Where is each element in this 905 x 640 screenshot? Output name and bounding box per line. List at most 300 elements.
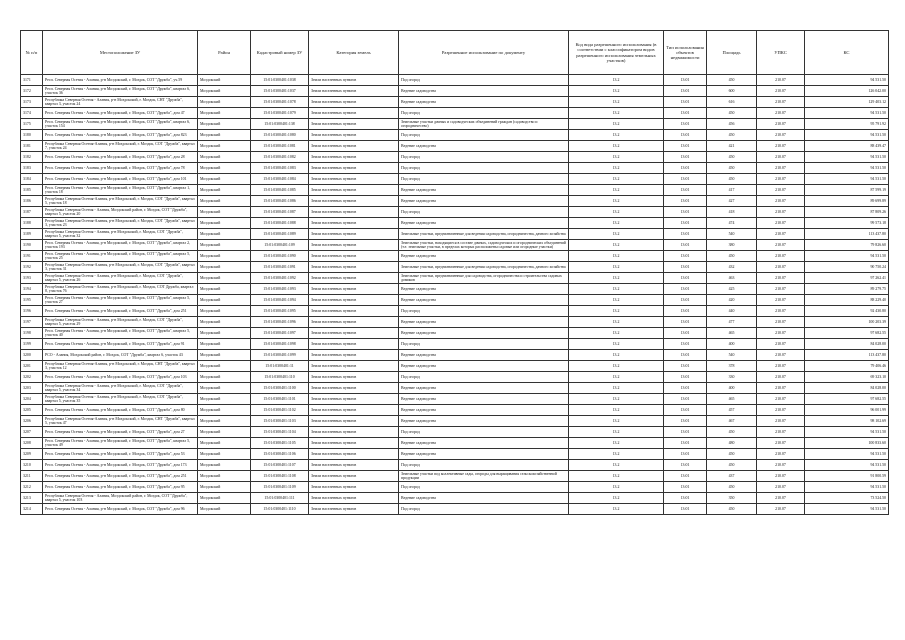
- use-code-cell: 13.2: [569, 306, 664, 317]
- permitted-use-cell: Под огород: [399, 130, 569, 141]
- location-cell: РСО - Алания, Моздокский район, г. Моздок, СОТ "Дружба", квартал 6, участок 43: [43, 350, 198, 361]
- row-number-cell: 3214: [21, 504, 43, 515]
- permitted-use-cell: Под огород: [399, 174, 569, 185]
- location-cell: Респ. Северная Осетия - Алания, р-н Моздокский, г. Моздок, СОТ "Дружба", квартал 5, участок 40: [43, 328, 198, 339]
- district-cell: Моздокский: [198, 218, 251, 229]
- usage-type-header: Тип использования объектов недвижимости: [664, 31, 707, 75]
- permitted-use-cell: Под огород: [399, 482, 569, 493]
- use-code-cell: 13.2: [569, 240, 664, 251]
- ks-cell: 113 437.80: [805, 229, 889, 240]
- district-cell: Моздокский: [198, 141, 251, 152]
- area-cell: 480: [707, 438, 757, 449]
- upks-cell: 210.07: [757, 86, 805, 97]
- table-row: [21, 372, 889, 383]
- upks-cell: 210.07: [757, 119, 805, 130]
- district-cell: Моздокский: [198, 427, 251, 438]
- district-cell: Моздокский: [198, 86, 251, 97]
- area-cell: 417: [707, 185, 757, 196]
- row-number-cell: 3183: [21, 163, 43, 174]
- location-cell: Республика Северная Осетия-Алания, р-н Моздокский, г. Моздок, СОТ "Дружба", квартал 3, участок 31: [43, 262, 198, 273]
- location-cell: Республика Северная Осетия-Алания, р-н Моздокский, г. Моздок, СНТ "Дружба", квартал 3, участок 12: [43, 361, 198, 372]
- upks-cell: 210.07: [757, 405, 805, 416]
- usage-type-cell: 13:01: [664, 482, 707, 493]
- location-cell: Респ. Северная Осетия - Алания, р-н Моздокский, г. Моздок, СОТ "Дружба", дом 251: [43, 471, 198, 482]
- row-number-cell: 3198: [21, 328, 43, 339]
- row-number-cell: 3172: [21, 86, 43, 97]
- location-cell: Республика Северная Осетия - Алания, р-н Моздокский, г. Моздок, СОТ Дружба, квартал 8, участок 76: [43, 284, 198, 295]
- table-row: [21, 504, 889, 515]
- cadastral-number-cell: 15:01:0300401:109: [251, 240, 309, 251]
- row-number-cell: 3200: [21, 350, 43, 361]
- area-cell: 450: [707, 75, 757, 86]
- cadastral-number-cell: 15:01:0300401:138: [251, 119, 309, 130]
- district-cell: Моздокский: [198, 152, 251, 163]
- district-cell: Моздокский: [198, 207, 251, 218]
- location-cell: Республика Северная Осетия - Алания, р-н Моздокский, г. Моздок, СНТ "Дружба", квартал 3, участок 24: [43, 97, 198, 108]
- location-cell: Респ. Северная Осетия - Алания, р-н Моздокский, г. Моздок, СОТ "Дружба", квартал 6, участок 36: [43, 86, 198, 97]
- table-body: [21, 75, 889, 515]
- use-code-cell: 13.2: [569, 328, 664, 339]
- upks-cell: 210.07: [757, 185, 805, 196]
- use-code-cell: 13.2: [569, 75, 664, 86]
- use-code-cell: 13.2: [569, 141, 664, 152]
- table-row: [21, 405, 889, 416]
- usage-type-cell: 13:01: [664, 119, 707, 130]
- land-category-cell: Земли населенных пунктов: [309, 185, 399, 196]
- upks-header: УПКС: [757, 31, 805, 75]
- table-row: [21, 273, 889, 284]
- permitted-use-cell: Ведение садоводства: [399, 284, 569, 295]
- location-cell: Республика Северная Осетия - Алания, р-н Моздокский, г. Моздок, СОТ "Дружба", квартал 5, участок 34: [43, 383, 198, 394]
- use-code-cell: 13.2: [569, 251, 664, 262]
- ks-cell: 94 531.50: [805, 449, 889, 460]
- cadastral-number-cell: 15:01:0300401:1093: [251, 284, 309, 295]
- row-number-cell: 3202: [21, 372, 43, 383]
- row-number-cell: 3192: [21, 262, 43, 273]
- cadastral-number-cell: 15:01:0300401:1103: [251, 416, 309, 427]
- land-category-cell: Земли населенных пунктов: [309, 405, 399, 416]
- land-category-cell: Земли населенных пунктов: [309, 163, 399, 174]
- table-row: [21, 108, 889, 119]
- row-number-cell: 3175: [21, 119, 43, 130]
- area-cell: 450: [707, 152, 757, 163]
- use-code-cell: 13.2: [569, 218, 664, 229]
- permitted-use-cell: Под огород: [399, 372, 569, 383]
- location-cell: Республика Северная Осетия - Алания, р-н Моздокский, г. Моздок, СОТ "Дружба", квартал 5, участок 35: [43, 394, 198, 405]
- permitted-use-cell: Ведение садоводства: [399, 361, 569, 372]
- location-cell: Республика Северная Осетия-Алания, р-н Моздокский, г. Моздок, СНТ "Дружба", квартал 5, участок 47: [43, 416, 198, 427]
- area-cell: 540: [707, 350, 757, 361]
- table-row: [21, 130, 889, 141]
- table-row: [21, 317, 889, 328]
- land-category-cell: Земли населенных пунктов: [309, 482, 399, 493]
- permitted-use-cell: Под огород: [399, 207, 569, 218]
- table-row: [21, 97, 889, 108]
- land-category-cell: Земли населенных пунктов: [309, 449, 399, 460]
- upks-cell: 210.07: [757, 262, 805, 273]
- table-row: [21, 152, 889, 163]
- use-code-cell: 13.2: [569, 130, 664, 141]
- area-cell: 463: [707, 273, 757, 284]
- permitted-use-cell: Ведение садоводства: [399, 383, 569, 394]
- table-row: [21, 383, 889, 394]
- location-cell: Респ. Северная Осетия - Алания, р-н Моздокский, г. Моздок, СОТ "Дружба", дом 103: [43, 372, 198, 383]
- usage-type-cell: 13:01: [664, 196, 707, 207]
- permitted-use-cell: Ведение садоводства: [399, 218, 569, 229]
- row-number-cell: 3185: [21, 185, 43, 196]
- land-category-cell: Земли населенных пунктов: [309, 317, 399, 328]
- table-row: [21, 394, 889, 405]
- land-category-cell: Земли населенных пунктов: [309, 372, 399, 383]
- cadastral-number-cell: 15:01:0300401:1099: [251, 350, 309, 361]
- land-category-cell: Земли населенных пунктов: [309, 75, 399, 86]
- document-page: [20, 30, 888, 515]
- district-cell: Моздокский: [198, 372, 251, 383]
- cadastral-number-cell: 15:01:0300401:1096: [251, 317, 309, 328]
- district-cell: Моздокский: [198, 119, 251, 130]
- ks-cell: 94 531.50: [805, 130, 889, 141]
- row-number-cell: 3212: [21, 482, 43, 493]
- ks-cell: 88 439.47: [805, 141, 889, 152]
- ks-cell: 79 406.46: [805, 361, 889, 372]
- area-cell: 616: [707, 97, 757, 108]
- upks-cell: 210.07: [757, 295, 805, 306]
- area-cell: 465: [707, 394, 757, 405]
- location-cell: Респ. Северная Осетия - Алания, р-н Моздокский, г. Моздок, СОТ "Дружба", дом 251: [43, 306, 198, 317]
- cadastral-number-cell: 15:01:0300401:1084: [251, 174, 309, 185]
- location-cell: Респ. Северная Осетия - Алания, р-н Моздокский, г. Моздок, СОТ "Дружба", квартал 5, участок 27: [43, 295, 198, 306]
- district-cell: Моздокский: [198, 350, 251, 361]
- usage-type-cell: 13:01: [664, 251, 707, 262]
- cadastral-number-cell: 15:01:0300401:1091: [251, 262, 309, 273]
- district-cell: Моздокский: [198, 273, 251, 284]
- upks-cell: 210.07: [757, 207, 805, 218]
- table-row: [21, 295, 889, 306]
- upks-cell: 210.07: [757, 97, 805, 108]
- table-row: [21, 196, 889, 207]
- cadastral-number-cell: 15:01:0300401:1106: [251, 449, 309, 460]
- cadastral-number-cell: 15:01:0300401:1094: [251, 295, 309, 306]
- district-cell: Моздокский: [198, 482, 251, 493]
- district-cell: Моздокский: [198, 240, 251, 251]
- ks-header: КС: [805, 31, 889, 75]
- table-row: [21, 427, 889, 438]
- area-cell: 465: [707, 328, 757, 339]
- row-number-cell: 3195: [21, 295, 43, 306]
- ks-cell: 87 809.26: [805, 207, 889, 218]
- district-cell: Моздокский: [198, 504, 251, 515]
- land-category-cell: Земли населенных пунктов: [309, 273, 399, 284]
- row-number-cell: 3186: [21, 196, 43, 207]
- district-cell: Моздокский: [198, 416, 251, 427]
- area-cell: 450: [707, 163, 757, 174]
- land-category-cell: Земли населенных пунктов: [309, 262, 399, 273]
- ks-cell: 94 531.50: [805, 174, 889, 185]
- area-cell: 427: [707, 196, 757, 207]
- location-cell: Республика Северная Осетия - Алания, Моздокский район, г. Моздок, СОТ "Дружба", квартал 5, участок 103: [43, 493, 198, 504]
- table-row: [21, 218, 889, 229]
- location-cell: Респ. Северная Осетия - Алания, р-н Моздокский, г. Моздок, СОТ "Дружба", дом 47: [43, 108, 198, 119]
- district-cell: Моздокский: [198, 196, 251, 207]
- cadastral-number-cell: 15:01:0300401:1095: [251, 306, 309, 317]
- permitted-use-cell: Под огород: [399, 427, 569, 438]
- row-number-cell: 3211: [21, 471, 43, 482]
- cadastral-number-cell: 15:01:0300401:1086: [251, 196, 309, 207]
- row-number-cell: 3206: [21, 416, 43, 427]
- ks-cell: 96 001.99: [805, 405, 889, 416]
- district-cell: Моздокский: [198, 328, 251, 339]
- upks-cell: 210.07: [757, 339, 805, 350]
- location-cell: Республика Северная Осетия - Алания, р-н Моздокский, г. Моздок, СОТ "Дружба", квартал 5, участок 32: [43, 229, 198, 240]
- location-cell: Респ. Северная Осетия - Алания, р-н Моздокский, г. Моздок, СОТ "Дружба", уч.59: [43, 75, 198, 86]
- land-category-cell: Земли населенных пунктов: [309, 460, 399, 471]
- location-cell: Респ. Северная Осетия - Алания, р-н Моздокский, г. Моздок, СОТ "Дружба", дом 53: [43, 449, 198, 460]
- area-cell: 450: [707, 504, 757, 515]
- area-cell: 450: [707, 251, 757, 262]
- ks-cell: 97 682.55: [805, 328, 889, 339]
- area-cell: 457: [707, 405, 757, 416]
- ks-cell: 87 599.19: [805, 185, 889, 196]
- permitted-use-cell: Ведение садоводства: [399, 97, 569, 108]
- row-number-cell: 3210: [21, 460, 43, 471]
- cadastral-number-cell: 15:01:0300401:1082: [251, 152, 309, 163]
- ks-cell: 94 531.50: [805, 152, 889, 163]
- permitted-use-cell: Под огород: [399, 75, 569, 86]
- cadastral-number-cell: 15:01:0300401:1083: [251, 163, 309, 174]
- table-row: [21, 262, 889, 273]
- table-row: [21, 306, 889, 317]
- use-code-cell: 13.2: [569, 185, 664, 196]
- row-number-cell: 3187: [21, 207, 43, 218]
- ks-cell: 126 042.00: [805, 86, 889, 97]
- use-code-cell: 13.2: [569, 383, 664, 394]
- ks-cell: 69 323.10: [805, 372, 889, 383]
- area-cell: 600: [707, 86, 757, 97]
- usage-type-cell: 13:01: [664, 361, 707, 372]
- usage-type-cell: 13:01: [664, 284, 707, 295]
- use-code-cell: 13.2: [569, 119, 664, 130]
- upks-cell: 210.07: [757, 251, 805, 262]
- land-category-cell: Земли населенных пунктов: [309, 394, 399, 405]
- usage-type-cell: 13:01: [664, 493, 707, 504]
- row-number-header: № п/п: [21, 31, 43, 75]
- district-cell: Моздокский: [198, 75, 251, 86]
- usage-type-cell: 13:01: [664, 438, 707, 449]
- cadastral-number-cell: 15:01:0300401:1078: [251, 97, 309, 108]
- table-row: [21, 482, 889, 493]
- upks-cell: 210.07: [757, 284, 805, 295]
- ks-cell: 94 531.50: [805, 504, 889, 515]
- upks-cell: 210.07: [757, 229, 805, 240]
- land-category-cell: Земли населенных пунктов: [309, 119, 399, 130]
- cadastral-number-cell: 15:01:0300401:1100: [251, 383, 309, 394]
- land-category-cell: Земли населенных пунктов: [309, 471, 399, 482]
- location-cell: Респ. Северная Осетия - Алания, р-н Моздокский, г. Моздок, СОТ "Дружба", квартал 2, участок 193: [43, 240, 198, 251]
- ks-cell: 95 791.92: [805, 119, 889, 130]
- land-category-cell: Земли населенных пунктов: [309, 141, 399, 152]
- usage-type-cell: 13:01: [664, 405, 707, 416]
- table-row: [21, 493, 889, 504]
- area-cell: 474: [707, 218, 757, 229]
- usage-type-cell: 13:01: [664, 86, 707, 97]
- ks-cell: 129 403.12: [805, 97, 889, 108]
- upks-cell: 210.07: [757, 383, 805, 394]
- ks-cell: 94 531.50: [805, 163, 889, 174]
- cadastral-number-cell: 15:01:0300401:1105: [251, 438, 309, 449]
- row-number-cell: 3191: [21, 251, 43, 262]
- upks-cell: 210.07: [757, 438, 805, 449]
- district-cell: Моздокский: [198, 306, 251, 317]
- usage-type-cell: 13:01: [664, 339, 707, 350]
- row-number-cell: 3209: [21, 449, 43, 460]
- land-category-cell: Земли населенных пунктов: [309, 504, 399, 515]
- usage-type-cell: 13:01: [664, 295, 707, 306]
- land-category-cell: Земли населенных пунктов: [309, 416, 399, 427]
- area-cell: 450: [707, 130, 757, 141]
- row-number-cell: 3174: [21, 108, 43, 119]
- area-cell: 425: [707, 284, 757, 295]
- district-cell: Моздокский: [198, 394, 251, 405]
- cadastral-number-cell: 15:01:0300401:1079: [251, 108, 309, 119]
- permitted-use-cell: Под огород: [399, 108, 569, 119]
- area-cell: 477: [707, 317, 757, 328]
- district-cell: Моздокский: [198, 251, 251, 262]
- usage-type-cell: 13:01: [664, 350, 707, 361]
- upks-cell: 210.07: [757, 152, 805, 163]
- ks-cell: 99 573.18: [805, 218, 889, 229]
- row-number-cell: 3184: [21, 174, 43, 185]
- location-cell: Республика Северная Осетия - Алания, Моздокский район, г. Моздок, СОТ "Дружба", квартал 5, участок 20: [43, 207, 198, 218]
- usage-type-cell: 13:01: [664, 130, 707, 141]
- area-cell: 380: [707, 240, 757, 251]
- area-cell: 330: [707, 372, 757, 383]
- use-code-cell: 13.2: [569, 295, 664, 306]
- upks-cell: 210.07: [757, 427, 805, 438]
- upks-cell: 210.07: [757, 504, 805, 515]
- upks-cell: 210.07: [757, 163, 805, 174]
- ks-cell: 92 430.80: [805, 306, 889, 317]
- row-number-cell: 3197: [21, 317, 43, 328]
- cadastral-number-cell: 15:01:0300401:111: [251, 493, 309, 504]
- row-number-cell: 3189: [21, 229, 43, 240]
- ks-cell: 94 531.50: [805, 482, 889, 493]
- cadastral-number-cell: 15:01:0300401:1107: [251, 460, 309, 471]
- land-category-cell: Земли населенных пунктов: [309, 207, 399, 218]
- usage-type-cell: 13:01: [664, 394, 707, 405]
- row-number-cell: 3199: [21, 339, 43, 350]
- use-code-cell: 13.2: [569, 471, 664, 482]
- row-number-cell: 3208: [21, 438, 43, 449]
- cadastral-number-header: Кадастровый номер ЗУ: [251, 31, 309, 75]
- upks-cell: 210.07: [757, 350, 805, 361]
- location-cell: Респ. Северная Осетия - Алания, р-н Моздокский, г. Моздок, СОТ "Дружба", дом 173: [43, 460, 198, 471]
- usage-type-cell: 13:01: [664, 460, 707, 471]
- land-category-cell: Земли населенных пунктов: [309, 196, 399, 207]
- table-row: [21, 174, 889, 185]
- cadastral-number-cell: 15:01:0300401:1037: [251, 86, 309, 97]
- usage-type-cell: 13:01: [664, 504, 707, 515]
- upks-cell: 210.07: [757, 196, 805, 207]
- land-category-cell: Земли населенных пунктов: [309, 361, 399, 372]
- use-code-cell: 13.2: [569, 372, 664, 383]
- permitted-use-cell: Ведение садоводства: [399, 86, 569, 97]
- use-code-cell: 13.2: [569, 317, 664, 328]
- permitted-use-cell: Ведение садоводства: [399, 416, 569, 427]
- land-category-cell: Земли населенных пунктов: [309, 86, 399, 97]
- table-row: [21, 339, 889, 350]
- use-code-cell: 13.2: [569, 350, 664, 361]
- table-row: [21, 119, 889, 130]
- table-row: [21, 438, 889, 449]
- permitted-use-cell: Ведение садоводства: [399, 295, 569, 306]
- cadastral-number-cell: 15:01:0300401:1108: [251, 471, 309, 482]
- table-row: [21, 361, 889, 372]
- upks-cell: 210.07: [757, 449, 805, 460]
- usage-type-cell: 13:01: [664, 317, 707, 328]
- ks-cell: 89 699.89: [805, 196, 889, 207]
- district-cell: Моздокский: [198, 449, 251, 460]
- table-row: [21, 86, 889, 97]
- location-cell: Респ. Северная Осетия - Алания, р-н Моздокский, г. Моздок, СОТ "Дружба", квартал 5, участок 49: [43, 438, 198, 449]
- use-code-cell: 13.2: [569, 504, 664, 515]
- ks-cell: 89 279.75: [805, 284, 889, 295]
- permitted-use-header: Разрешенное использование по документу: [399, 31, 569, 75]
- use-code-cell: 13.2: [569, 284, 664, 295]
- row-number-cell: 3201: [21, 361, 43, 372]
- ks-cell: 91 800.59: [805, 471, 889, 482]
- table-row: [21, 141, 889, 152]
- land-category-cell: Земли населенных пунктов: [309, 218, 399, 229]
- area-cell: 350: [707, 493, 757, 504]
- usage-type-cell: 13:01: [664, 471, 707, 482]
- area-cell: 421: [707, 141, 757, 152]
- table-row: [21, 284, 889, 295]
- land-category-cell: Земли населенных пунктов: [309, 295, 399, 306]
- ks-cell: 94 531.50: [805, 251, 889, 262]
- permitted-use-cell: Под огород: [399, 306, 569, 317]
- cadastral-number-cell: 15:01:0300401:1097: [251, 328, 309, 339]
- location-cell: Республика Северная Осетия-Алания, р-н Моздокский, г. Моздок, СОТ "Дружба", квартал 7, участок 24: [43, 141, 198, 152]
- permitted-use-cell: Земельные участки, предназначенные для садоводства, огородничества и строительства садовых домиков: [399, 273, 569, 284]
- location-cell: Респ. Северная Осетия - Алания, р-н Моздокский, г. Моздок, СОТ "Дружба", дом 91: [43, 339, 198, 350]
- area-cell: 467: [707, 416, 757, 427]
- ks-cell: 98 102.69: [805, 416, 889, 427]
- cadastral-number-cell: 15:01:0300401:1098: [251, 339, 309, 350]
- district-cell: Моздокский: [198, 339, 251, 350]
- district-cell: Моздокский: [198, 130, 251, 141]
- usage-type-cell: 13:01: [664, 75, 707, 86]
- district-cell: Моздокский: [198, 438, 251, 449]
- usage-type-cell: 13:01: [664, 306, 707, 317]
- usage-type-cell: 13:01: [664, 163, 707, 174]
- permitted-use-cell: Земельные участки, находящиеся в составе дачных, садоводческих и огороднических объединений (т.е. земельные участки, в пределах которых расположены садовые или огородные участки): [399, 240, 569, 251]
- table-row: [21, 240, 889, 251]
- permitted-use-cell: Ведение садоводства: [399, 328, 569, 339]
- district-cell: Моздокский: [198, 383, 251, 394]
- table-row: [21, 229, 889, 240]
- upks-cell: 210.07: [757, 493, 805, 504]
- land-category-cell: Земли населенных пунктов: [309, 306, 399, 317]
- location-cell: Респ. Северная Осетия - Алания, р-н Моздокский, г. Моздок, СОТ "Дружба", дом 27: [43, 427, 198, 438]
- upks-cell: 210.07: [757, 317, 805, 328]
- usage-type-cell: 13:01: [664, 328, 707, 339]
- location-cell: Респ. Северная Осетия - Алания, р-н Моздокский, г. Моздок, СОТ "Дружба", дом 28: [43, 152, 198, 163]
- district-cell: Моздокский: [198, 97, 251, 108]
- district-cell: Моздокский: [198, 361, 251, 372]
- upks-cell: 210.07: [757, 460, 805, 471]
- area-cell: 450: [707, 108, 757, 119]
- permitted-use-cell: Земельные участки, предназначенные для ведения садоводства, огородничества, дачного хозяйства: [399, 262, 569, 273]
